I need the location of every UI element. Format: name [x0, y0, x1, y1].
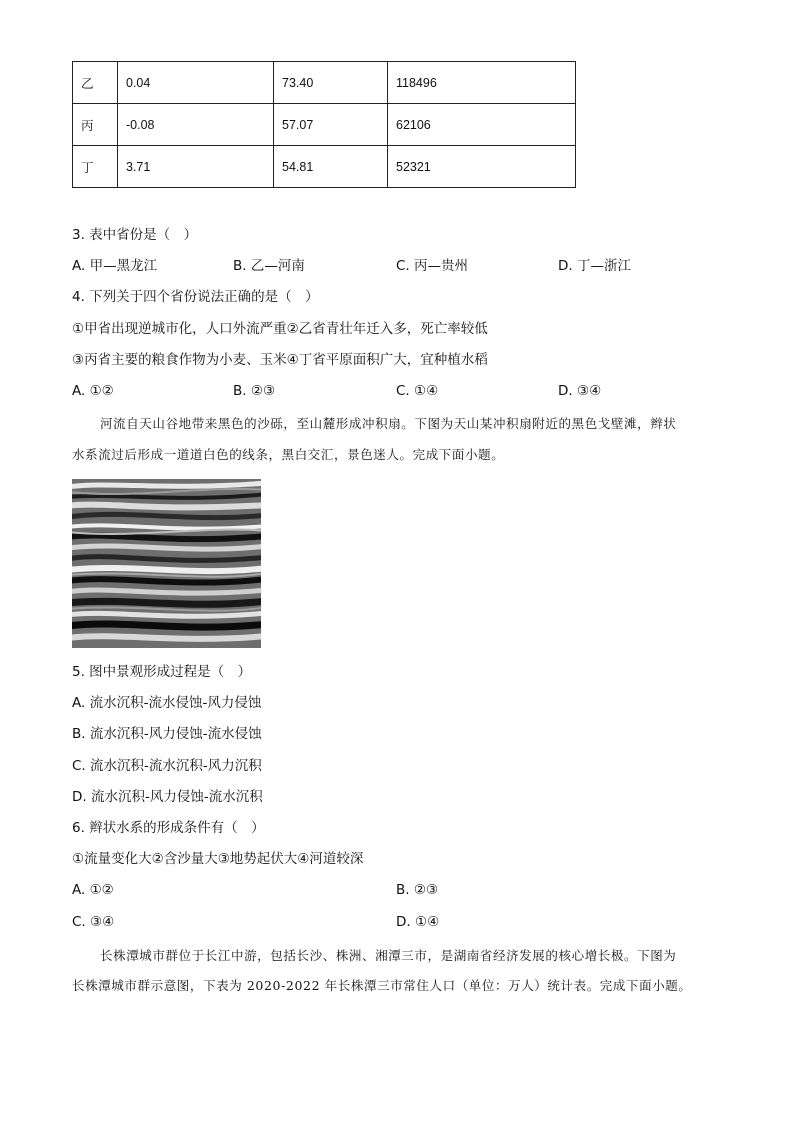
- table-cell: 54.81: [274, 146, 388, 188]
- table-row: [73, 146, 576, 188]
- question-5-stem: 5. 图中景观形成过程是（ ）: [72, 664, 252, 680]
- question-5-option-a[interactable]: A. 流水沉积-流水侵蚀-风力侵蚀: [72, 695, 262, 711]
- table-row: [73, 62, 576, 104]
- table-cell-province: 乙: [73, 62, 118, 104]
- question-3-option-d[interactable]: D. 丁—浙江: [558, 258, 631, 274]
- question-6-statement: ①流量变化大②含沙量大③地势起伏大④河道较深: [72, 851, 364, 867]
- province-data-table: [72, 61, 576, 188]
- table-cell: 3.71: [118, 146, 274, 188]
- question-4-option-c[interactable]: C. ①④: [396, 383, 439, 399]
- question-3-option-b[interactable]: B. 乙—河南: [233, 258, 305, 274]
- passage-2-line-2: 长株潭城市群示意图，下表为 2020-2022 年长株潭三市常住人口（单位：万人）统计表。完成下面小题。: [72, 978, 692, 993]
- table-cell: 57.07: [274, 104, 388, 146]
- gobi-braided-river-photo: [72, 479, 261, 648]
- question-5-option-d[interactable]: D. 流水沉积-风力侵蚀-流水沉积: [72, 789, 263, 805]
- question-6-stem: 6. 辫状水系的形成条件有（ ）: [72, 820, 265, 836]
- question-3-option-a[interactable]: A. 甲—黑龙江: [72, 258, 158, 274]
- question-4-option-d[interactable]: D. ③④: [558, 383, 602, 399]
- question-6-option-c[interactable]: C. ③④: [72, 914, 115, 930]
- question-3-option-c[interactable]: C. 丙—贵州: [396, 258, 469, 274]
- table-cell: -0.08: [118, 104, 274, 146]
- question-4-option-b[interactable]: B. ②③: [233, 383, 276, 399]
- table-row: [73, 104, 576, 146]
- table-cell: 73.40: [274, 62, 388, 104]
- question-6-option-d[interactable]: D. ①④: [396, 914, 440, 930]
- question-4-statement-1: ①甲省出现逆城市化，人口外流严重②乙省青壮年迁入多，死亡率较低: [72, 321, 488, 337]
- question-4-stem: 4. 下列关于四个省份说法正确的是（ ）: [72, 289, 319, 305]
- table-cell: 118496: [388, 62, 576, 104]
- question-6-option-a[interactable]: A. ①②: [72, 882, 114, 898]
- table-cell: 0.04: [118, 62, 274, 104]
- question-5-option-b[interactable]: B. 流水沉积-风力侵蚀-流水侵蚀: [72, 726, 262, 742]
- question-5-option-c[interactable]: C. 流水沉积-流水沉积-风力沉积: [72, 758, 262, 774]
- passage-1-line-2: 水系流过后形成一道道白色的线条，黑白交汇，景色迷人。完成下面小题。: [72, 447, 505, 462]
- table-cell-province: 丁: [73, 146, 118, 188]
- table-cell: 62106: [388, 104, 576, 146]
- passage-2-line-1: 长株潭城市群位于长江中游，包括长沙、株洲、湘潭三市，是湖南省经济发展的核心增长极。下图为: [100, 948, 677, 963]
- question-4-statement-2: ③丙省主要的粮食作物为小麦、玉米④丁省平原面积广大，宜种植水稻: [72, 352, 488, 368]
- table-cell-province: 丙: [73, 104, 118, 146]
- table-cell: 52321: [388, 146, 576, 188]
- question-3-stem: 3. 表中省份是（ ）: [72, 227, 198, 243]
- question-4-option-a[interactable]: A. ①②: [72, 383, 114, 399]
- passage-1-line-1: 河流自天山谷地带来黑色的沙砾，至山麓形成冲积扇。下图为天山某冲积扇附近的黑色戈壁滩，辫状: [100, 416, 677, 431]
- question-6-option-b[interactable]: B. ②③: [396, 882, 439, 898]
